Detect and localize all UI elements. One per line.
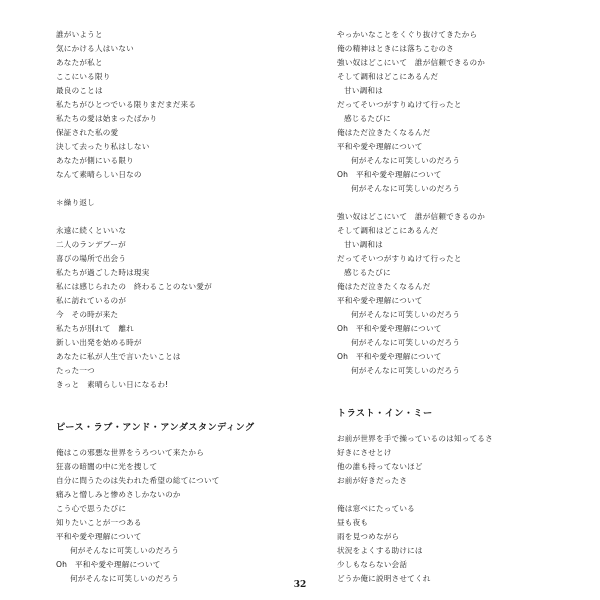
lyric-line: 喜びの場所で出会う	[56, 254, 127, 263]
lyric-line: お前が好きだったさ	[337, 476, 408, 485]
lyric-line: 何がそんなに可笑しいのだろう	[351, 338, 461, 347]
lyric-line: やっかいなことをくぐり抜けてきたから	[337, 30, 478, 39]
lyric-line: 甘い調和は	[344, 240, 383, 249]
lyric-line: 最良のことは	[56, 86, 103, 95]
lyric-line: 平和や愛や理解について	[337, 296, 423, 305]
lyric-line: 感じるたびに	[344, 114, 391, 123]
lyric-line: 何がそんなに可笑しいのだろう	[70, 574, 180, 583]
lyric-line: お前が世界を手で操っているのは知ってるさ	[337, 434, 493, 443]
lyric-line: 強い奴はどこにいて 誰が信頼できるのか	[337, 58, 486, 67]
lyric-line: 俺の精神はときには落ちこむのさ	[337, 44, 454, 53]
lyric-line: ここにいる限り	[56, 72, 111, 81]
lyric-line: 平和や愛や理解について	[56, 532, 142, 541]
lyric-line: だってそいつがすりぬけて行ったと	[337, 254, 462, 263]
lyric-line: そして調和はどこにあるんだ	[337, 226, 439, 235]
lyric-line: 私たちがひとつでいる限りまだまだ来る	[56, 100, 197, 109]
lyric-line: 強い奴はどこにいて 誰が信頼できるのか	[337, 212, 486, 221]
lyric-line: 決して去ったり私はしない	[56, 142, 150, 151]
song-title: トラスト・イン・ミー	[337, 408, 433, 419]
lyric-line: 私たちが過ごした時は現実	[56, 268, 150, 277]
lyric-line: 自分に問うたのは失われた希望の総てについて	[56, 476, 220, 485]
lyric-line: 私たちが別れて 離れ	[56, 324, 134, 333]
lyric-line: 今 その時が来た	[56, 310, 119, 319]
lyric-line: どうか俺に説明させてくれ	[337, 574, 431, 583]
lyric-line: 私には感じられたの 終わることのない愛が	[56, 282, 212, 291]
lyric-line: 感じるたびに	[344, 268, 391, 277]
lyric-line: 状況をよくする助けには	[337, 546, 423, 555]
lyric-line: 何がそんなに可笑しいのだろう	[351, 366, 461, 375]
lyric-line: 保証された私の愛	[56, 128, 119, 137]
lyric-line: なんて素晴らしい日なの	[56, 170, 142, 179]
lyric-line: 新しい出発を始める時が	[56, 338, 142, 347]
lyric-line: Oh 平和や愛や理解について	[337, 170, 442, 179]
lyric-line: 他の誰も持ってないほど	[337, 462, 423, 471]
lyric-line: 永遠に続くといいな	[56, 226, 127, 235]
lyric-line: 俺はこの邪悪な世界をうろついて来たから	[56, 448, 205, 457]
lyric-line: 二人のランデブーが	[56, 240, 126, 249]
lyric-line: 甘い調和は	[344, 86, 383, 95]
lyric-line: 何がそんなに可笑しいのだろう	[70, 546, 180, 555]
lyric-line: 何がそんなに可笑しいのだろう	[351, 156, 461, 165]
repeat-note: ＊繰り返し	[56, 198, 95, 207]
lyric-line: 狂喜の暗闇の中に光を捜して	[56, 462, 158, 471]
lyric-line: Oh 平和や愛や理解について	[337, 324, 442, 333]
page-number: 32	[293, 580, 307, 590]
lyric-line: 私たちの愛は始まったばかり	[56, 114, 158, 123]
lyric-line: 少しもならない会話	[337, 560, 408, 569]
lyric-line: 痛みと憎しみと惨めさしかないのか	[56, 490, 181, 499]
lyric-line: だってそいつがすりぬけて行ったと	[337, 100, 462, 109]
lyric-line: 昼も夜も	[337, 518, 369, 527]
lyric-line: 俺はただ泣きたくなるんだ	[337, 282, 431, 291]
lyric-line: 雨を見つめながら	[337, 532, 400, 541]
lyric-line: 誰がいようと	[56, 30, 103, 39]
lyric-line: あなたが側にいる限り	[56, 156, 134, 165]
lyric-line: きっと 素晴らしい日になるわ!	[56, 380, 169, 389]
lyric-line: 平和や愛や理解について	[337, 142, 423, 151]
song-title: ピース・ラブ・アンド・アンダスタンディング	[56, 422, 255, 433]
lyric-line: 俺は窓べにたっている	[337, 504, 415, 513]
right-column	[337, 28, 587, 586]
lyric-line: 知りたいことが一つある	[56, 518, 142, 527]
lyric-line: 何がそんなに可笑しいのだろう	[351, 310, 461, 319]
lyric-line: 好きにさせとけ	[337, 448, 392, 457]
lyric-line: 何がそんなに可笑しいのだろう	[351, 184, 461, 193]
lyric-line: 気にかける人はいない	[56, 44, 134, 53]
lyric-line: あなたに私が人生で言いたいことは	[56, 352, 181, 361]
lyric-line: あなたが私と	[56, 58, 103, 67]
lyric-line: こう心で思うたびに	[56, 504, 127, 513]
lyric-line: Oh 平和や愛や理解について	[56, 560, 161, 569]
lyric-line: そして調和はどこにあるんだ	[337, 72, 439, 81]
lyric-line: 俺はただ泣きたくなるんだ	[337, 128, 431, 137]
lyric-line: Oh 平和や愛や理解について	[337, 352, 442, 361]
lyric-line: 私に訪れているのが	[56, 296, 127, 305]
lyric-line: たった一つ	[56, 366, 95, 375]
left-column	[56, 28, 306, 586]
